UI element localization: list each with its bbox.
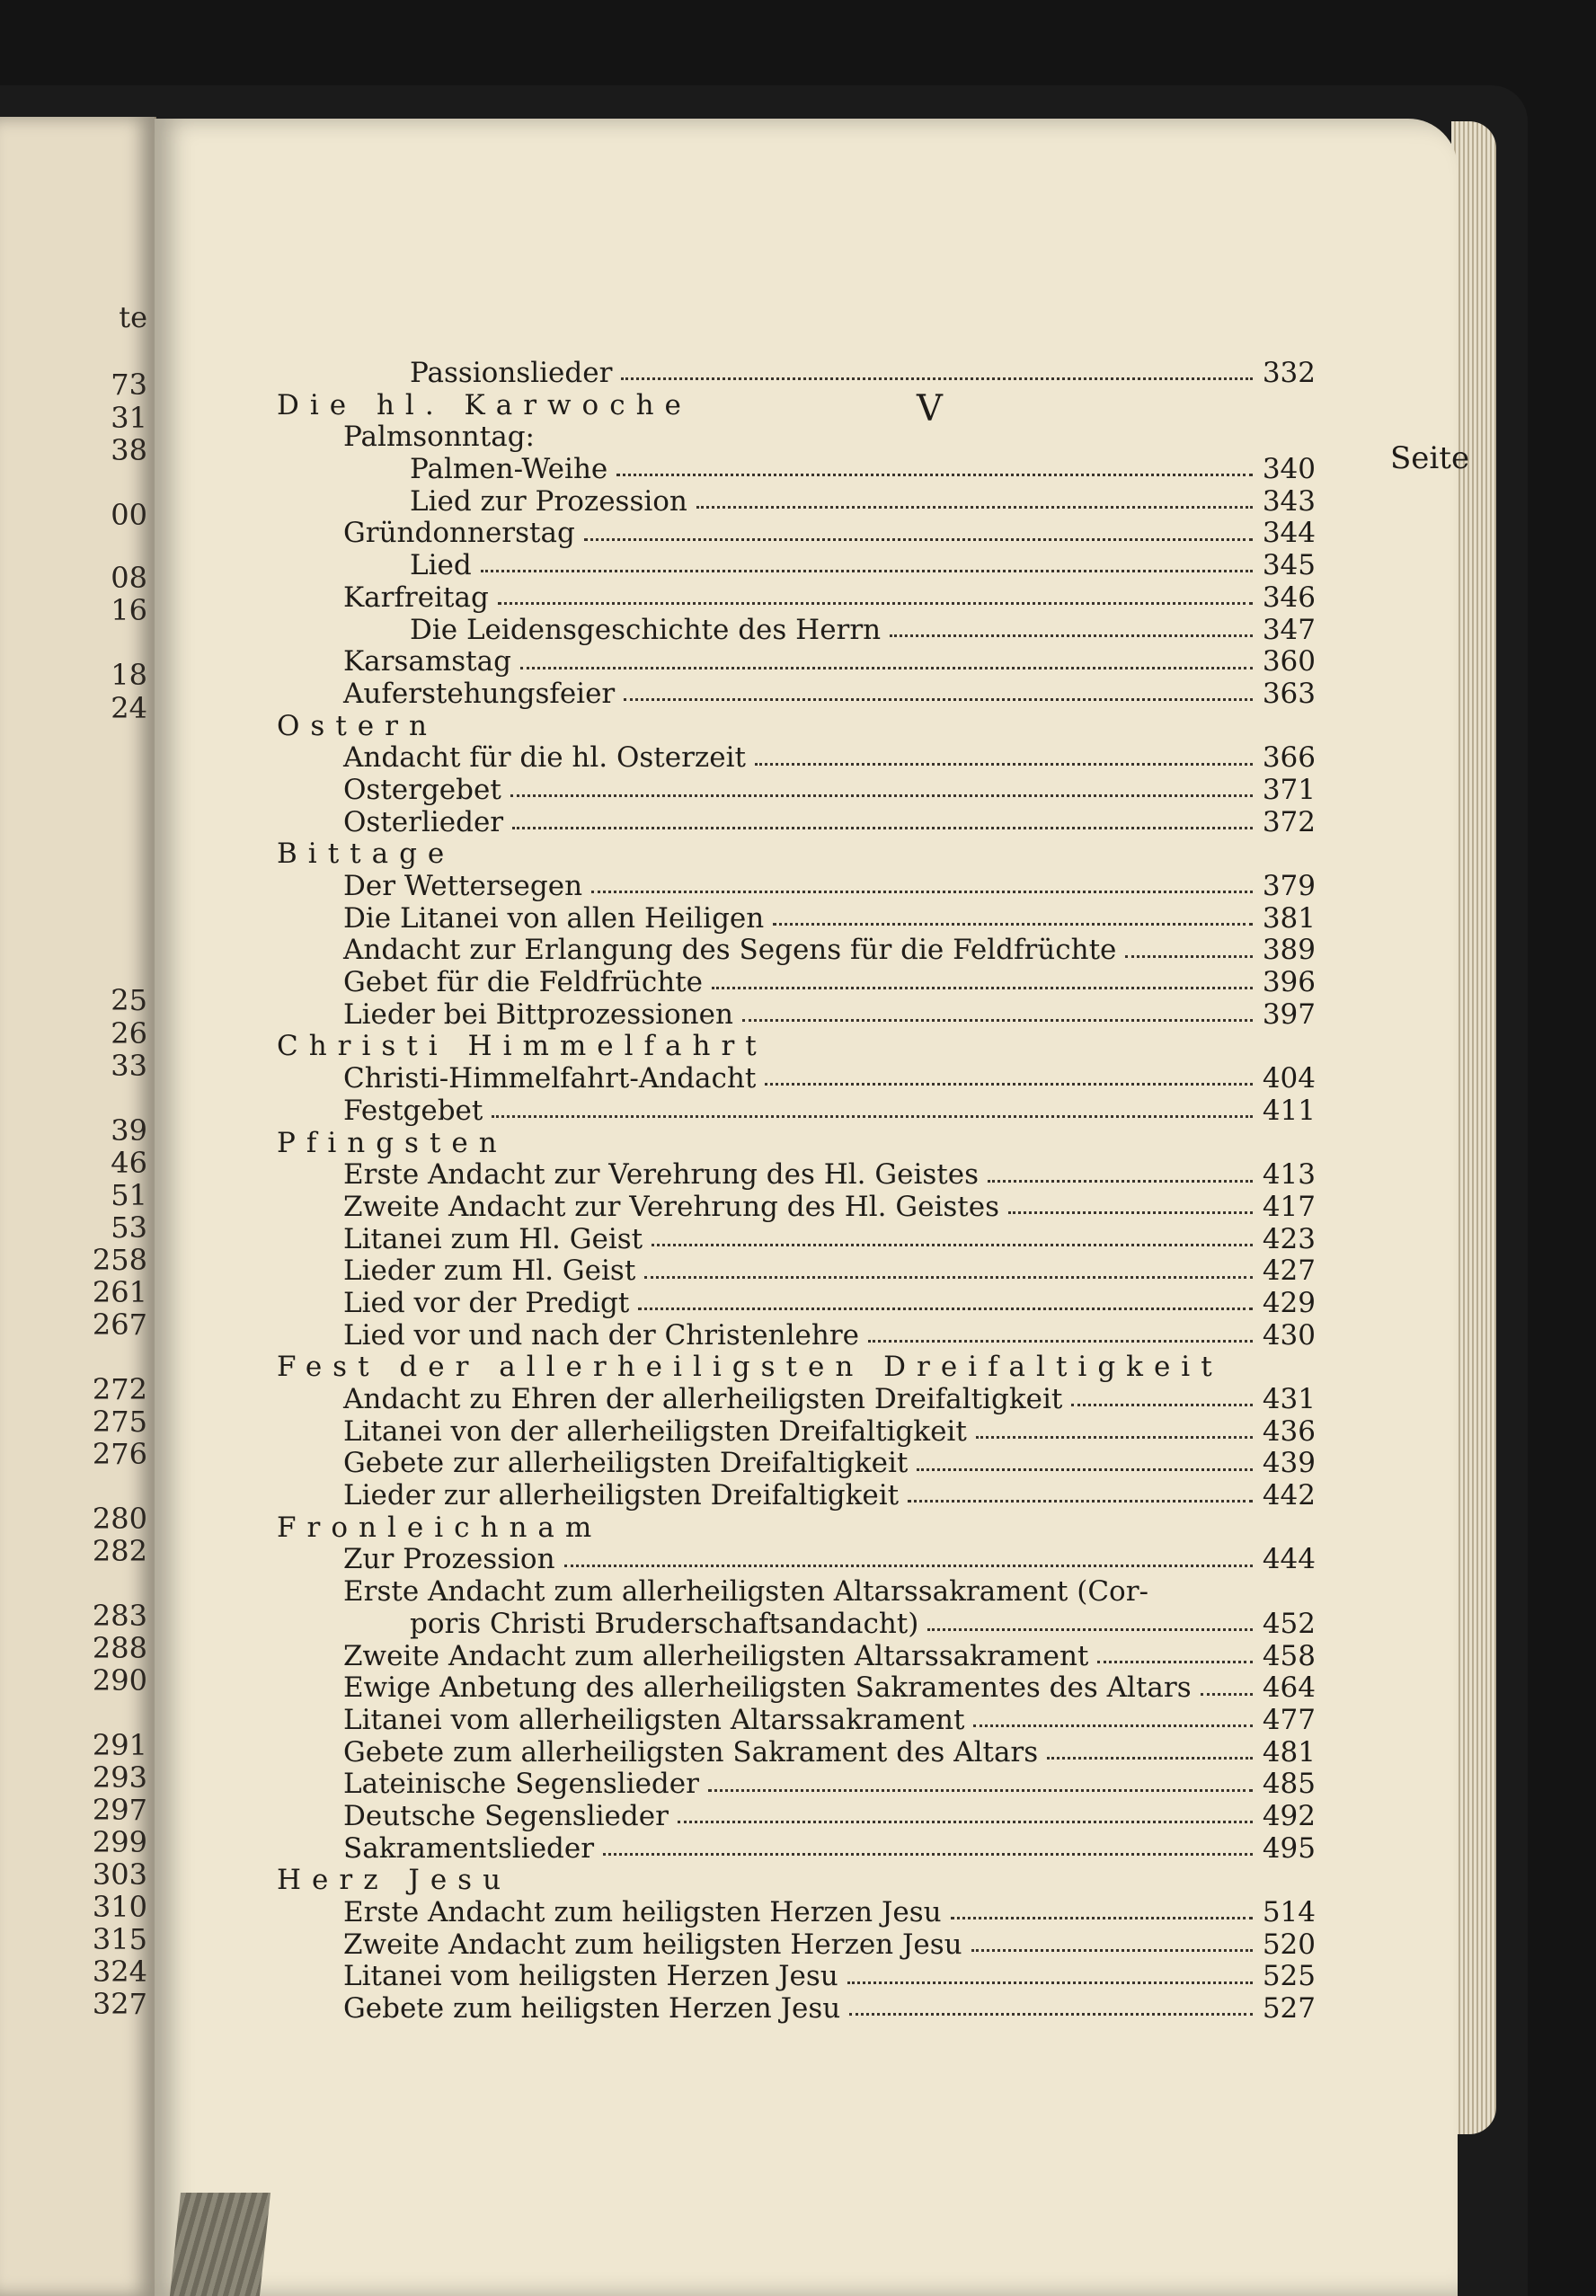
toc-page-number: 404: [1262, 1062, 1316, 1095]
toc-page-number: 389: [1262, 934, 1316, 967]
toc-entry-title: Lied: [410, 549, 472, 582]
toc-entry-title: Fest der allerheiligsten Dreifaltigkeit: [277, 1351, 1223, 1384]
toc-entry: [277, 967, 1316, 999]
toc-page-number: 525: [1262, 1960, 1316, 1993]
toc-page-number: 430: [1262, 1318, 1316, 1352]
dot-leader: [512, 827, 1253, 829]
left-page-number: 299: [92, 1825, 147, 1859]
toc-entry: [277, 807, 1316, 839]
column-header-seite: Seite: [1390, 440, 1470, 476]
toc-entry: [277, 1448, 1316, 1480]
toc-entry-title: Litanei von der allerheiligsten Dreifaltigkeit: [343, 1414, 967, 1448]
toc-entry: [277, 1288, 1316, 1320]
toc-entry-title: Andacht für die hl. Osterzeit: [343, 741, 746, 775]
left-page-number: 272: [92, 1372, 147, 1406]
toc-entry: [277, 1961, 1316, 1993]
dot-leader: [603, 1853, 1253, 1856]
dot-leader: [712, 987, 1253, 989]
dot-leader: [591, 891, 1253, 893]
toc-entry-title: Der Wettersegen: [343, 870, 583, 902]
toc-page-number: 431: [1262, 1383, 1316, 1415]
toc-page-number: 458: [1262, 1639, 1316, 1672]
dot-leader: [773, 923, 1253, 926]
dot-leader: [638, 1308, 1253, 1310]
toc-page-number: 464: [1262, 1671, 1316, 1705]
toc-entry-title: Lied vor der Predigt: [343, 1286, 630, 1319]
toc-page-number: 346: [1262, 581, 1316, 614]
left-page-number: 275: [92, 1405, 147, 1439]
toc-entry: [277, 903, 1316, 935]
toc-entry: [277, 1192, 1316, 1224]
left-page-number: 00: [111, 498, 147, 532]
left-page-number: 25: [111, 983, 147, 1017]
toc-entry: [277, 1255, 1316, 1288]
toc-entry-title: Festgebet: [343, 1094, 483, 1127]
toc-page-number: 439: [1262, 1447, 1316, 1480]
left-page-number: 327: [92, 1987, 147, 2021]
toc-entry-title: Palmsonntag:: [343, 421, 535, 454]
toc-entry: [277, 678, 1316, 711]
toc-entry: [277, 454, 1316, 486]
dot-leader: [652, 1244, 1253, 1246]
toc-entry-title: Zweite Andacht zum allerheiligsten Altarssakrament: [343, 1639, 1089, 1672]
toc-page-number: 363: [1262, 677, 1316, 710]
toc-entry: [277, 1095, 1316, 1128]
toc-entry: [277, 1705, 1316, 1737]
toc-entry-title: Erste Andacht zur Verehrung des Hl. Geistes: [343, 1158, 980, 1192]
toc-entry: [277, 1769, 1316, 1801]
left-page-number: 276: [92, 1437, 147, 1471]
left-page-number: 310: [92, 1890, 147, 1924]
dot-leader: [678, 1821, 1253, 1823]
toc-page-number: 444: [1262, 1543, 1316, 1576]
toc-entry: [277, 1609, 1316, 1641]
toc-entry: [277, 1576, 1316, 1609]
toc-entry-title: Palmen-Weihe: [410, 453, 608, 486]
toc-entry-title: Deutsche Segenslieder: [343, 1799, 669, 1832]
dot-leader: [755, 763, 1253, 766]
toc-page-number: 427: [1262, 1254, 1316, 1288]
left-page-number: 315: [92, 1922, 147, 1956]
toc-section-heading: [277, 1128, 1316, 1160]
dot-leader: [951, 1917, 1253, 1919]
left-page-number: 324: [92, 1955, 147, 1989]
toc-entry: [277, 1801, 1316, 1833]
left-page-number: 51: [111, 1178, 147, 1212]
dot-leader: [1047, 1757, 1253, 1760]
left-page-number: 53: [111, 1210, 147, 1245]
toc-page-number: 495: [1262, 1831, 1316, 1865]
dot-leader: [621, 377, 1253, 380]
toc-entry: [277, 775, 1316, 807]
toc-entry: [277, 1641, 1316, 1673]
toc-entry: [277, 871, 1316, 903]
page-edges: [1451, 121, 1496, 2134]
toc-page-number: 332: [1262, 357, 1316, 389]
dot-leader: [971, 1949, 1253, 1952]
left-page-number: 291: [92, 1728, 147, 1762]
dot-leader: [742, 1019, 1253, 1022]
toc-entry-title: Christi Himmelfahrt: [277, 1030, 767, 1063]
toc-entry: [277, 358, 1316, 390]
toc-entry-title: Bittage: [277, 838, 456, 871]
toc-entry-title: Die Litanei von allen Heiligen: [343, 901, 765, 935]
toc-entry: [277, 1480, 1316, 1512]
dot-leader: [644, 1276, 1253, 1279]
toc-page-number: 344: [1262, 517, 1316, 550]
dot-leader: [696, 506, 1253, 509]
toc-page-number: 379: [1262, 870, 1316, 902]
left-page-number: 280: [92, 1502, 147, 1536]
toc-page-number: 442: [1262, 1479, 1316, 1512]
page-number: V: [917, 388, 943, 430]
toc-section-heading: [277, 1352, 1316, 1384]
toc-entry-title: Gründonnerstag: [343, 517, 575, 550]
toc-page-number: 397: [1262, 997, 1316, 1031]
toc-entry-title: Passionslieder: [410, 357, 613, 389]
toc-page-number: 452: [1262, 1607, 1316, 1640]
toc-entry: [277, 486, 1316, 519]
toc-entry-title: Zweite Andacht zur Verehrung des Hl. Geistes: [343, 1190, 999, 1223]
toc-entry: [277, 1320, 1316, 1352]
dot-leader: [849, 2013, 1253, 2016]
toc-entry: [277, 1416, 1316, 1449]
toc-entry: [277, 935, 1316, 967]
toc-entry: [277, 518, 1316, 550]
left-page-number: 26: [111, 1016, 147, 1050]
dot-leader: [868, 1340, 1253, 1343]
toc-entry-title: Pfingsten: [277, 1126, 508, 1159]
left-page-number: 16: [111, 593, 147, 627]
dot-leader: [890, 634, 1253, 637]
toc-page-number: 423: [1262, 1222, 1316, 1255]
toc-page-number: 481: [1262, 1735, 1316, 1769]
left-page-number: 31: [111, 401, 147, 435]
toc-entry-title: Fronleichnam: [277, 1511, 603, 1544]
toc-entry-title: Auferstehungsfeier: [343, 677, 616, 710]
toc-page-number: 343: [1262, 484, 1316, 518]
toc-entry: [277, 550, 1316, 582]
left-page-number: te: [119, 300, 147, 334]
left-page-number: 303: [92, 1857, 147, 1892]
dot-leader: [492, 1115, 1253, 1118]
dot-leader: [616, 474, 1253, 476]
toc-page-number: 340: [1262, 453, 1316, 486]
toc-section-heading: [277, 1031, 1316, 1063]
dot-leader: [973, 1724, 1253, 1727]
toc-page-number: 396: [1262, 966, 1316, 999]
left-page-number: 293: [92, 1760, 147, 1795]
toc-entry-title: Christi-Himmelfahrt-Andacht: [343, 1062, 757, 1095]
dot-leader: [481, 570, 1253, 572]
toc-entry: [277, 1384, 1316, 1416]
toc-entry-title: Litanei vom allerheiligsten Altarssakrament: [343, 1703, 965, 1736]
left-page: [0, 117, 156, 2296]
toc-page-number: 527: [1262, 1992, 1316, 2026]
left-page-number: 73: [111, 368, 147, 402]
toc-entry-title: Herz Jesu: [277, 1864, 512, 1897]
toc-page-number: 345: [1262, 549, 1316, 582]
left-page-number: 18: [111, 658, 147, 692]
toc-entry: [277, 1672, 1316, 1705]
toc-entry-title: Lieder zur allerheiligsten Dreifaltigkeit: [343, 1479, 900, 1512]
toc-page-number: 436: [1262, 1414, 1316, 1448]
toc-page-number: 372: [1262, 805, 1316, 838]
toc-entry-title: Litanei vom heiligsten Herzen Jesu: [343, 1960, 838, 1993]
toc-entry-title: Lieder bei Bittprozessionen: [343, 997, 733, 1031]
dot-leader: [564, 1565, 1253, 1567]
left-page-number: 39: [111, 1113, 147, 1148]
toc-entry: [277, 999, 1316, 1032]
left-page-number: 33: [111, 1049, 147, 1083]
toc-entry: [277, 1897, 1316, 1929]
left-page-number: 261: [92, 1275, 147, 1309]
toc-entry: [277, 1929, 1316, 1962]
left-page-number: 282: [92, 1534, 147, 1568]
left-page-number: 08: [111, 561, 147, 595]
toc-entry: [277, 646, 1316, 678]
dot-leader: [908, 1500, 1253, 1503]
toc-entry: [277, 615, 1316, 647]
toc-entry-title: Lied vor und nach der Christenlehre: [343, 1318, 859, 1352]
table-of-contents: [277, 358, 1316, 2026]
toc-entry-title: Lied zur Prozession: [410, 484, 687, 518]
toc-page-number: 520: [1262, 1928, 1316, 1961]
toc-page-number: 381: [1262, 901, 1316, 935]
toc-entry-title: Karsamstag: [343, 645, 511, 678]
left-page-number: 288: [92, 1631, 147, 1665]
toc-entry-title: Zweite Andacht zum heiligsten Herzen Jesu: [343, 1928, 962, 1961]
left-page-number: 24: [111, 691, 147, 725]
toc-page-number: 492: [1262, 1799, 1316, 1832]
toc-page-number: 417: [1262, 1190, 1316, 1223]
toc-page-number: 485: [1262, 1768, 1316, 1801]
dot-leader: [847, 1981, 1253, 1984]
toc-entry-title: poris Christi Bruderschaftsandacht): [410, 1607, 919, 1640]
dot-leader: [1125, 955, 1253, 958]
toc-entry: [277, 742, 1316, 775]
dot-leader: [927, 1628, 1253, 1631]
toc-entry-title: Zur Prozession: [343, 1543, 555, 1576]
toc-entry-title: Andacht zur Erlangung des Segens für die Feldfrüchte: [343, 934, 1117, 967]
dot-leader: [1008, 1211, 1253, 1214]
toc-entry-title: Karfreitag: [343, 581, 489, 614]
dot-leader: [520, 667, 1253, 669]
toc-page-number: 429: [1262, 1286, 1316, 1319]
toc-entry-title: Sakramentslieder: [343, 1831, 595, 1865]
toc-section-heading: [277, 390, 1316, 422]
toc-entry: [277, 1063, 1316, 1095]
toc-section-heading: [277, 838, 1316, 871]
toc-page-number: 371: [1262, 773, 1316, 806]
toc-entry-title: Gebete zum allerheiligsten Sakrament des Altars: [343, 1735, 1039, 1769]
toc-entry: [277, 1833, 1316, 1866]
left-page-number: 290: [92, 1663, 147, 1698]
toc-section-heading: [277, 711, 1316, 743]
toc-page-number: 477: [1262, 1703, 1316, 1736]
toc-section-heading: [277, 1512, 1316, 1545]
left-page-number: 267: [92, 1308, 147, 1342]
dot-leader: [1097, 1661, 1253, 1663]
toc-page-number: 360: [1262, 645, 1316, 678]
bookmark-ribbon: [170, 2193, 270, 2296]
toc-entry: [277, 582, 1316, 615]
toc-entry-title: Die hl. Karwoche: [277, 388, 692, 421]
toc-entry-title: Ewige Anbetung des allerheiligsten Sakramentes des Altars: [343, 1671, 1192, 1705]
dot-leader: [917, 1468, 1253, 1471]
toc-entry-title: Gebet für die Feldfrüchte: [343, 966, 703, 999]
toc-section-heading: [277, 1865, 1316, 1897]
toc-page-number: 514: [1262, 1896, 1316, 1928]
dot-leader: [624, 698, 1253, 701]
dot-leader: [708, 1789, 1253, 1792]
toc-entry-title: Lieder zum Hl. Geist: [343, 1254, 636, 1288]
dot-leader: [510, 794, 1253, 797]
toc-entry-title: Die Leidensgeschichte des Herrn: [410, 613, 882, 646]
toc-page-number: 411: [1262, 1094, 1316, 1127]
toc-entry-title: Lateinische Segenslieder: [343, 1768, 699, 1801]
dot-leader: [1071, 1404, 1253, 1406]
dot-leader: [584, 538, 1253, 541]
toc-entry-title: Gebete zum heiligsten Herzen Jesu: [343, 1992, 841, 2026]
left-page-number: 283: [92, 1599, 147, 1633]
dot-leader: [988, 1180, 1253, 1183]
toc-entry: [277, 1544, 1316, 1576]
dot-leader: [498, 602, 1253, 605]
toc-page-number: 366: [1262, 741, 1316, 775]
toc-entry-title: Ostergebet: [343, 773, 501, 806]
toc-entry-title: Litanei zum Hl. Geist: [343, 1222, 643, 1255]
toc-entry-title: Osterlieder: [343, 805, 504, 838]
left-page-number: 38: [111, 433, 147, 467]
dot-leader: [765, 1083, 1253, 1086]
toc-entry-title: Erste Andacht zum allerheiligsten Altarssakrament (Cor-: [343, 1575, 1149, 1609]
left-page-number: 297: [92, 1793, 147, 1827]
toc-entry: [277, 1737, 1316, 1769]
left-page-number: 258: [92, 1243, 147, 1277]
toc-page-number: 347: [1262, 613, 1316, 646]
toc-entry-title: Gebete zur allerheiligsten Dreifaltigkeit: [343, 1447, 909, 1480]
dot-leader: [976, 1436, 1253, 1439]
toc-entry-title: Andacht zu Ehren der allerheiligsten Dreifaltigkeit: [343, 1383, 1063, 1415]
toc-entry: [277, 421, 1316, 454]
dot-leader: [1201, 1693, 1253, 1696]
toc-entry-title: Erste Andacht zum heiligsten Herzen Jesu: [343, 1896, 942, 1928]
toc-entry: [277, 1159, 1316, 1192]
toc-entry-title: Ostern: [277, 709, 438, 742]
toc-entry: [277, 1224, 1316, 1256]
left-page-number: 46: [111, 1146, 147, 1180]
toc-page-number: 413: [1262, 1158, 1316, 1192]
toc-entry: [277, 1993, 1316, 2026]
